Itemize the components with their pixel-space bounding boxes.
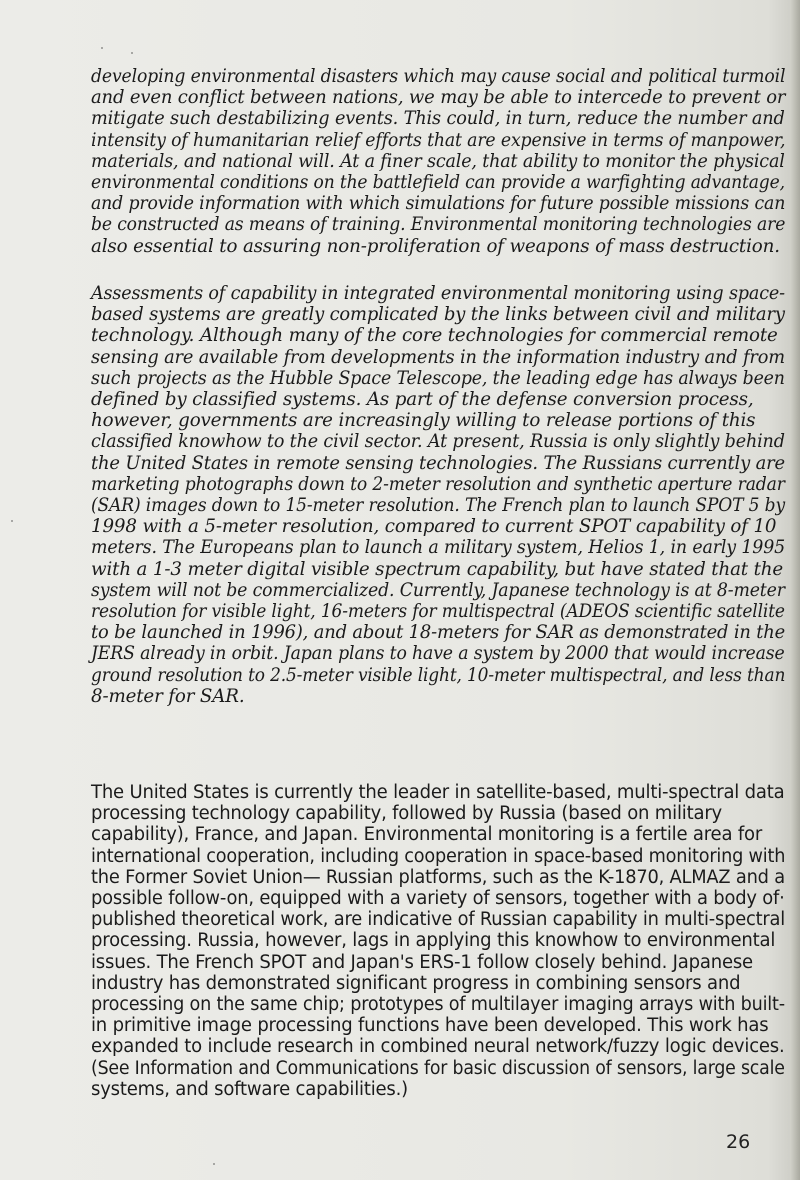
text-line: environmental conditions on the battlefield can provide a warfighting advantage, [91, 172, 785, 194]
text-line: based systems are greatly complicated by the links between civil and military [91, 304, 785, 326]
paragraph-2 [91, 283, 791, 707]
text-line: such projects as the Hubble Space Telescope, the leading edge has always been [91, 367, 785, 389]
paragraph-1 [91, 66, 791, 257]
text-line: processing on the same chip; prototypes of multilayer imaging arrays with built- [91, 994, 785, 1016]
text-line: the Former Soviet Union— Russian platforms, such as the K-1870, ALMAZ and a [91, 866, 785, 888]
text-line: ground resolution to 2.5-meter visible light, 10-meter multispectral, and less than [91, 664, 786, 686]
text-line: marketing photographs down to 2-meter resolution and synthetic aperture radar [91, 473, 785, 495]
text-line: classified knowhow to the civil sector. At present, Russia is only slightly behind [91, 431, 785, 453]
text-line: and even conflict between nations, we may be able to intercede to prevent or [91, 87, 786, 109]
page-number: 26 [726, 1131, 751, 1153]
text-line: systems, and software capabilities.) [91, 1078, 409, 1100]
text-line: industry has demonstrated significant progress in combining sensors and [91, 972, 741, 994]
text-line: capability), France, and Japan. Environmental monitoring is a fertile area for [91, 824, 763, 846]
text-line: be constructed as means of training. Environmental monitoring technologies are [91, 214, 786, 236]
text-line: in primitive image processing functions have been developed. This work has [91, 1015, 769, 1037]
paragraph-3 [91, 782, 791, 1100]
text-line: The United States is currently the leader in satellite-based, multi-spectral data [91, 782, 785, 803]
text-line: possible follow-on, equipped with a variety of sensors, together with a body of· [91, 888, 785, 910]
text-line: issues. The French SPOT and Japan's ERS-1 follow closely behind. Japanese [91, 951, 753, 973]
text-line: JERS already in orbit. Japan plans to have a system by 2000 that would increase [91, 643, 785, 665]
text-line: international cooperation, including cooperation in space-based monitoring with [91, 845, 786, 867]
text-line: to be launched in 1996), and about 18-meters for SAR as demonstrated in the [91, 622, 786, 644]
text-line: and provide information with which simulations for future possible missions can [91, 193, 786, 215]
scan-speck [131, 52, 133, 54]
text-line: developing environmental disasters which may cause social and political turmoil [91, 66, 786, 87]
text-line: sensing are available from developments in the information industry and from [91, 346, 786, 368]
text-line: (See Information and Communications for basic discussion of sensors, large scale [91, 1057, 785, 1079]
text-line: intensity of humanitarian relief efforts that are expensive in terms of manpower, [91, 129, 786, 151]
text-line: 8-meter for SAR. [91, 685, 245, 707]
text-line: with a 1-3 meter digital visible spectrum capability, but have stated that the [91, 558, 784, 580]
text-line: the United States in remote sensing technologies. The Russians currently are [91, 452, 786, 474]
scan-speck [11, 520, 13, 522]
text-line: expanded to include research in combined neural network/fuzzy logic devices. [91, 1036, 785, 1058]
text-line: 1998 with a 5-meter resolution, compared to current SPOT capability of 10 [91, 516, 777, 538]
text-line: defined by classified systems. As part of the defense conversion process, [91, 389, 754, 411]
text-line: resolution for visible light, 16-meters for multispectral (ADEOS scientific satellite [91, 601, 785, 623]
text-line: however, governments are increasingly willing to release portions of this [91, 410, 756, 432]
text-line: technology. Although many of the core technologies for commercial remote [91, 325, 778, 347]
text-line: Assessments of capability in integrated environmental monitoring using space- [91, 283, 785, 304]
text-line: meters. The Europeans plan to launch a military system, Helios 1, in early 1995 [91, 537, 786, 559]
text-line: processing. Russia, however, lags in applying this knowhow to environmental [91, 930, 776, 952]
text-line: processing technology capability, followed by Russia (based on military [91, 803, 723, 825]
text-line: system will not be commercialized. Currently, Japanese technology is at 8-meter [91, 579, 785, 601]
scan-speck [213, 1163, 215, 1165]
scan-speck [101, 47, 103, 49]
scan-edge-shadow [790, 0, 800, 1180]
text-line: (SAR) images down to 15-meter resolution. The French plan to launch SPOT 5 by [91, 495, 785, 517]
text-line: materials, and national will. At a finer scale, that ability to monitor the physical [91, 150, 785, 172]
text-line: mitigate such destabilizing events. This could, in turn, reduce the number and [91, 108, 785, 130]
text-line: published theoretical work, are indicative of Russian capability in multi-spectral [91, 909, 785, 931]
text-line: also essential to assuring non-proliferation of weapons of mass destruction. [91, 235, 780, 257]
